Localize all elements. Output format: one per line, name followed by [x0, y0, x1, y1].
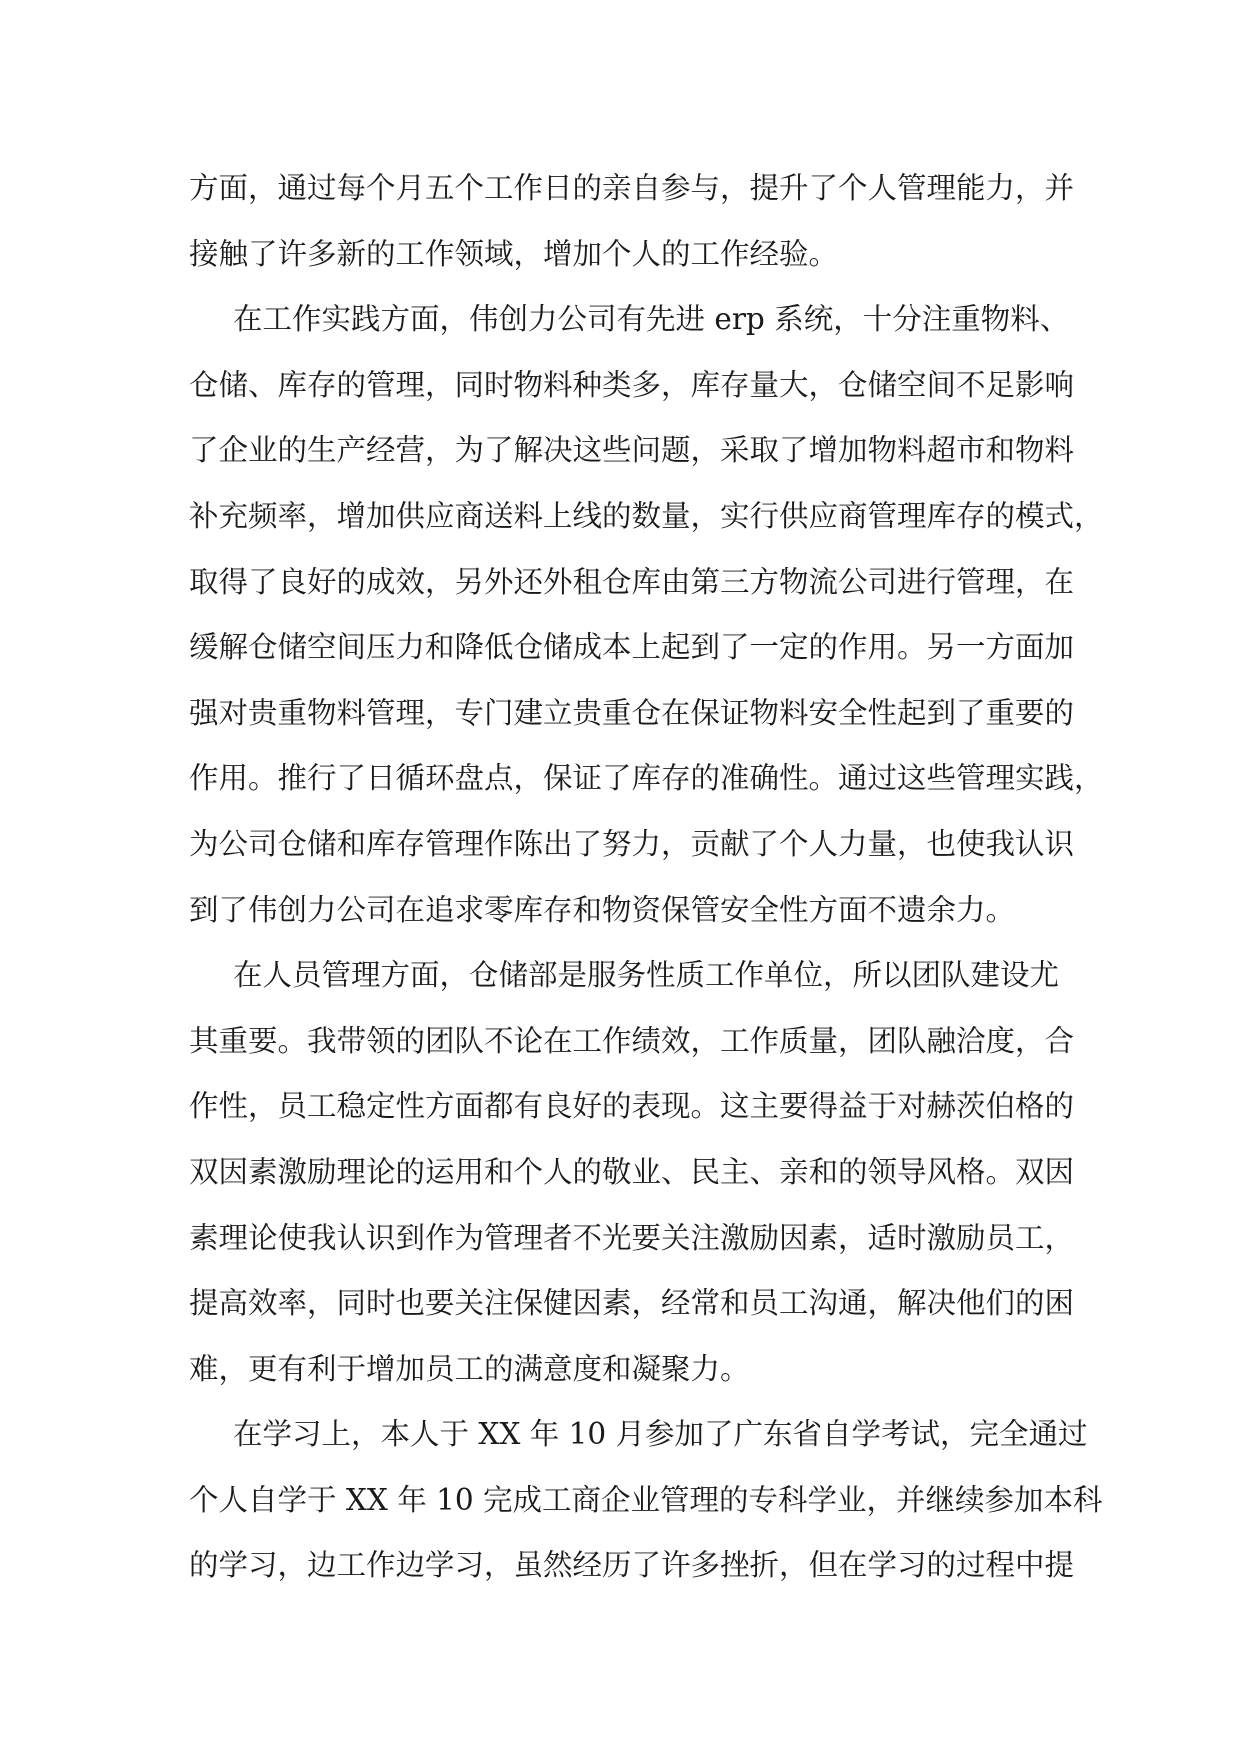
text-line: 方面，通过每个月五个工作日的亲自参与，提升了个人管理能力，并	[189, 171, 1075, 205]
text-line: 个人自学于 XX 年 10 完成工商企业管理的专科学业，并继续参加本科	[189, 1482, 1103, 1517]
text-line: 为公司仓储和库存管理作陈出了努力，贡献了个人力量，也使我认识	[189, 826, 1075, 861]
text-line: 在工作实践方面，伟创力公司有先进 erp 系统，十分注重物料、	[233, 302, 1070, 337]
text-line: 仓储、库存的管理，同时物料种类多，库存量大，仓储空间不足影响	[189, 367, 1075, 402]
text-line: 缓解仓储空间压力和降低仓储成本上起到了一定的作用。另一方面加	[189, 630, 1075, 665]
text-line: 强对贵重物料管理，专门建立贵重仓在保证物料安全性起到了重要的	[189, 695, 1075, 730]
text-line: 提高效率，同时也要关注保健因素，经常和员工沟通，解决他们的困	[189, 1286, 1075, 1321]
text-line: 补充频率，增加供应商送料上线的数量，实行供应商管理库存的模式，	[189, 498, 1104, 533]
text-line: 作用。推行了日循环盘点，保证了库存的准确性。通过这些管理实践，	[189, 761, 1104, 796]
text-line: 的学习，边工作边学习，虽然经历了许多挫折，但在学习的过程中提	[189, 1548, 1075, 1583]
text-line: 双因素激励理论的运用和个人的敬业、民主、亲和的领导风格。双因	[189, 1154, 1075, 1189]
text-line: 在学习上，本人于 XX 年 10 月参加了广东省自学考试，完全通过	[233, 1417, 1088, 1452]
text-line: 了企业的生产经营，为了解决这些问题，采取了增加物料超市和物料	[189, 433, 1075, 468]
text-line: 到了伟创力公司在追求零库存和物资保管安全性方面不遗余力。	[189, 892, 1016, 927]
text-line: 其重要。我带领的团队不论在工作绩效，工作质量，团队融洽度，合	[189, 1023, 1075, 1058]
text-line: 取得了良好的成效，另外还外租仓库由第三方物流公司进行管理，在	[189, 564, 1075, 599]
text-line: 素理论使我认识到作为管理者不光要关注激励因素，适时激励员工，	[189, 1220, 1075, 1255]
body-text	[189, 156, 1104, 1599]
text-line: 接触了许多新的工作领域，增加个人的工作经验。	[189, 236, 839, 271]
text-line: 难，更有利于增加员工的满意度和凝聚力。	[189, 1351, 750, 1386]
text-line: 在人员管理方面，仓储部是服务性质工作单位，所以团队建设尤	[233, 958, 1060, 993]
text-line: 作性，员工稳定性方面都有良好的表现。这主要得益于对赫茨伯格的	[189, 1089, 1075, 1124]
